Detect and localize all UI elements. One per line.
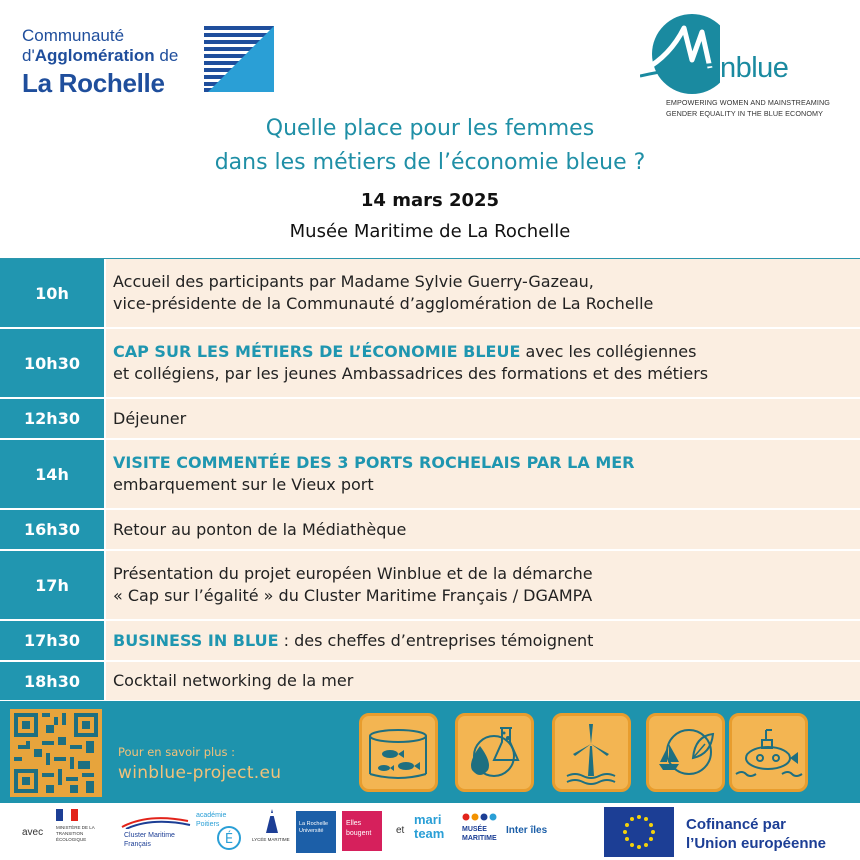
highlight-title: CAP SUR LES MÉTIERS DE L’ÉCONOMIE BLEUE bbox=[113, 342, 521, 361]
schedule-row bbox=[0, 399, 860, 440]
description-line: et collégiens, par les jeunes Ambassadrices des formations et des métiers bbox=[113, 364, 709, 383]
ministere-logo bbox=[56, 809, 114, 853]
schedule-row bbox=[0, 662, 860, 702]
qr-code[interactable] bbox=[10, 709, 102, 797]
schedule-time: 10h bbox=[0, 259, 106, 327]
schedule-time: 12h30 bbox=[0, 399, 106, 438]
schedule-time: 17h bbox=[0, 551, 106, 619]
description-line: Déjeuner bbox=[113, 408, 187, 428]
lighthouse-icon bbox=[262, 809, 282, 833]
schedule-time: 16h30 bbox=[0, 510, 106, 549]
qr-code-icon bbox=[10, 709, 102, 797]
description-line: « Cap sur l’égalité » du Cluster Maritime Français / DGAMPA bbox=[113, 586, 593, 605]
univ-text: La Rochelle Université bbox=[299, 821, 329, 834]
agglomeration-la-rochelle-logo bbox=[22, 26, 282, 96]
schedule-row bbox=[0, 510, 860, 551]
submarine-icon bbox=[732, 716, 805, 789]
mariteam-logo: mari team bbox=[414, 812, 445, 841]
musee-maritime-logo bbox=[460, 813, 504, 853]
cluster-swoosh-icon bbox=[118, 815, 194, 829]
eu-cofunding-line-2: l’Union européenne bbox=[686, 835, 827, 852]
ministere-text: MINISTÈRE DE LA TRANSITION ÉCOLOGIQUE bbox=[56, 825, 95, 842]
lycee-maritime-logo bbox=[252, 809, 292, 855]
musee-text: MUSÉE MARITIME bbox=[462, 826, 497, 842]
schedule-row bbox=[0, 259, 860, 329]
cluster-text: Cluster Maritime Français bbox=[124, 832, 175, 848]
description-line bbox=[113, 452, 860, 474]
schedule-time: 17h30 bbox=[0, 621, 106, 660]
cluster-logo bbox=[118, 813, 194, 853]
partners-bar bbox=[0, 803, 860, 860]
description-line: Présentation du projet européen Winblue et de la démarche bbox=[113, 564, 593, 583]
et-label: et bbox=[396, 825, 405, 836]
description-line: vice-présidente de la Communauté d’agglomération de La Rochelle bbox=[113, 294, 654, 313]
elles-text: Elles bougent bbox=[346, 820, 372, 837]
wind-turbine-tile bbox=[552, 713, 631, 792]
academie-e-icon bbox=[216, 825, 242, 851]
schedule-row bbox=[0, 329, 860, 399]
schedule-description bbox=[106, 259, 860, 327]
french-flag-icon bbox=[56, 809, 78, 821]
description-line: Cocktail networking de la mer bbox=[113, 671, 354, 690]
colored-dots-icon bbox=[462, 813, 502, 821]
event-venue: Musée Maritime de La Rochelle bbox=[289, 221, 571, 242]
schedule-row bbox=[0, 440, 860, 510]
avec-label: avec bbox=[22, 827, 44, 838]
water-lab-icon bbox=[458, 716, 531, 789]
schedule-description bbox=[106, 662, 860, 700]
description-line: BUSINESS IN BLUE : des cheffes d’entreprises témoignent bbox=[113, 630, 594, 650]
lycee-text: LYCÉE MARITIME bbox=[252, 837, 290, 842]
winblue-wordmark: inblue bbox=[714, 52, 789, 84]
inter-iles-logo: Inter îles bbox=[506, 825, 548, 836]
boat-leaf-icon bbox=[649, 716, 722, 789]
schedule-description bbox=[106, 621, 860, 660]
cda-stripes-icon bbox=[204, 26, 274, 92]
event-date: 14 mars 2025 bbox=[360, 190, 500, 211]
winblue-logo bbox=[640, 8, 850, 118]
schedule-row bbox=[0, 621, 860, 662]
eu-stars-icon bbox=[604, 807, 674, 857]
winblue-tagline-1: EMPOWERING WOMEN AND MAINSTREAMING bbox=[666, 98, 830, 107]
schedule-time: 18h30 bbox=[0, 662, 106, 700]
schedule-description bbox=[106, 510, 860, 549]
univ-la-rochelle-logo bbox=[296, 811, 336, 853]
schedule-description bbox=[106, 399, 860, 438]
schedule-description bbox=[106, 551, 860, 619]
description-line: Accueil des participants par Madame Sylvie Guerry-Gazeau, bbox=[113, 272, 594, 291]
water-lab-tile bbox=[455, 713, 534, 792]
wind-turbine-icon bbox=[555, 716, 628, 789]
logo-line-1: Communauté bbox=[22, 26, 125, 45]
event-title-line-1: Quelle place pour les femmes bbox=[265, 116, 595, 141]
eu-cofunding-block bbox=[604, 807, 858, 860]
eu-flag-icon bbox=[604, 807, 674, 857]
schedule-time: 10h30 bbox=[0, 329, 106, 397]
project-website-link[interactable]: winblue-project.eu bbox=[118, 763, 282, 783]
winblue-tagline-2: GENDER EQUALITY IN THE BLUE ECONOMY bbox=[666, 109, 823, 118]
description-line: CAP SUR LES MÉTIERS DE L’ÉCONOMIE BLEUE avec les collégiennes bbox=[113, 342, 697, 361]
submarine-tile bbox=[729, 713, 808, 792]
schedule-table bbox=[0, 258, 860, 702]
eu-cofunding-line-1: Cofinancé par bbox=[686, 816, 787, 833]
highlight-title: VISITE COMMENTÉE DES 3 PORTS ROCHELAIS PAR LA MER bbox=[113, 453, 635, 472]
svg-text:É: É bbox=[224, 832, 234, 847]
schedule-description bbox=[106, 440, 860, 508]
schedule-row bbox=[0, 551, 860, 621]
boat-leaf-tile bbox=[646, 713, 725, 792]
event-title-line-2: dans les métiers de l’économie bleue ? bbox=[214, 150, 646, 175]
schedule-time: 14h bbox=[0, 440, 106, 508]
academie-text: académie Poitiers bbox=[196, 812, 227, 828]
more-info-label: Pour en savoir plus : bbox=[118, 745, 236, 759]
academie-logo bbox=[196, 809, 246, 855]
description-line: Retour au ponton de la Médiathèque bbox=[113, 519, 407, 539]
highlight-title: BUSINESS IN BLUE bbox=[113, 630, 279, 650]
fish-aquaculture-icon bbox=[362, 716, 435, 789]
logo-line-2: d'Agglomération de bbox=[22, 46, 179, 65]
info-band bbox=[0, 701, 860, 803]
fish-aquaculture-tile bbox=[359, 713, 438, 792]
elles-bougent-logo bbox=[342, 811, 382, 851]
description-line: embarquement sur le Vieux port bbox=[113, 475, 374, 494]
logo-line-3: La Rochelle bbox=[22, 68, 165, 98]
schedule-description bbox=[106, 329, 860, 397]
winblue-w-icon bbox=[640, 8, 720, 94]
